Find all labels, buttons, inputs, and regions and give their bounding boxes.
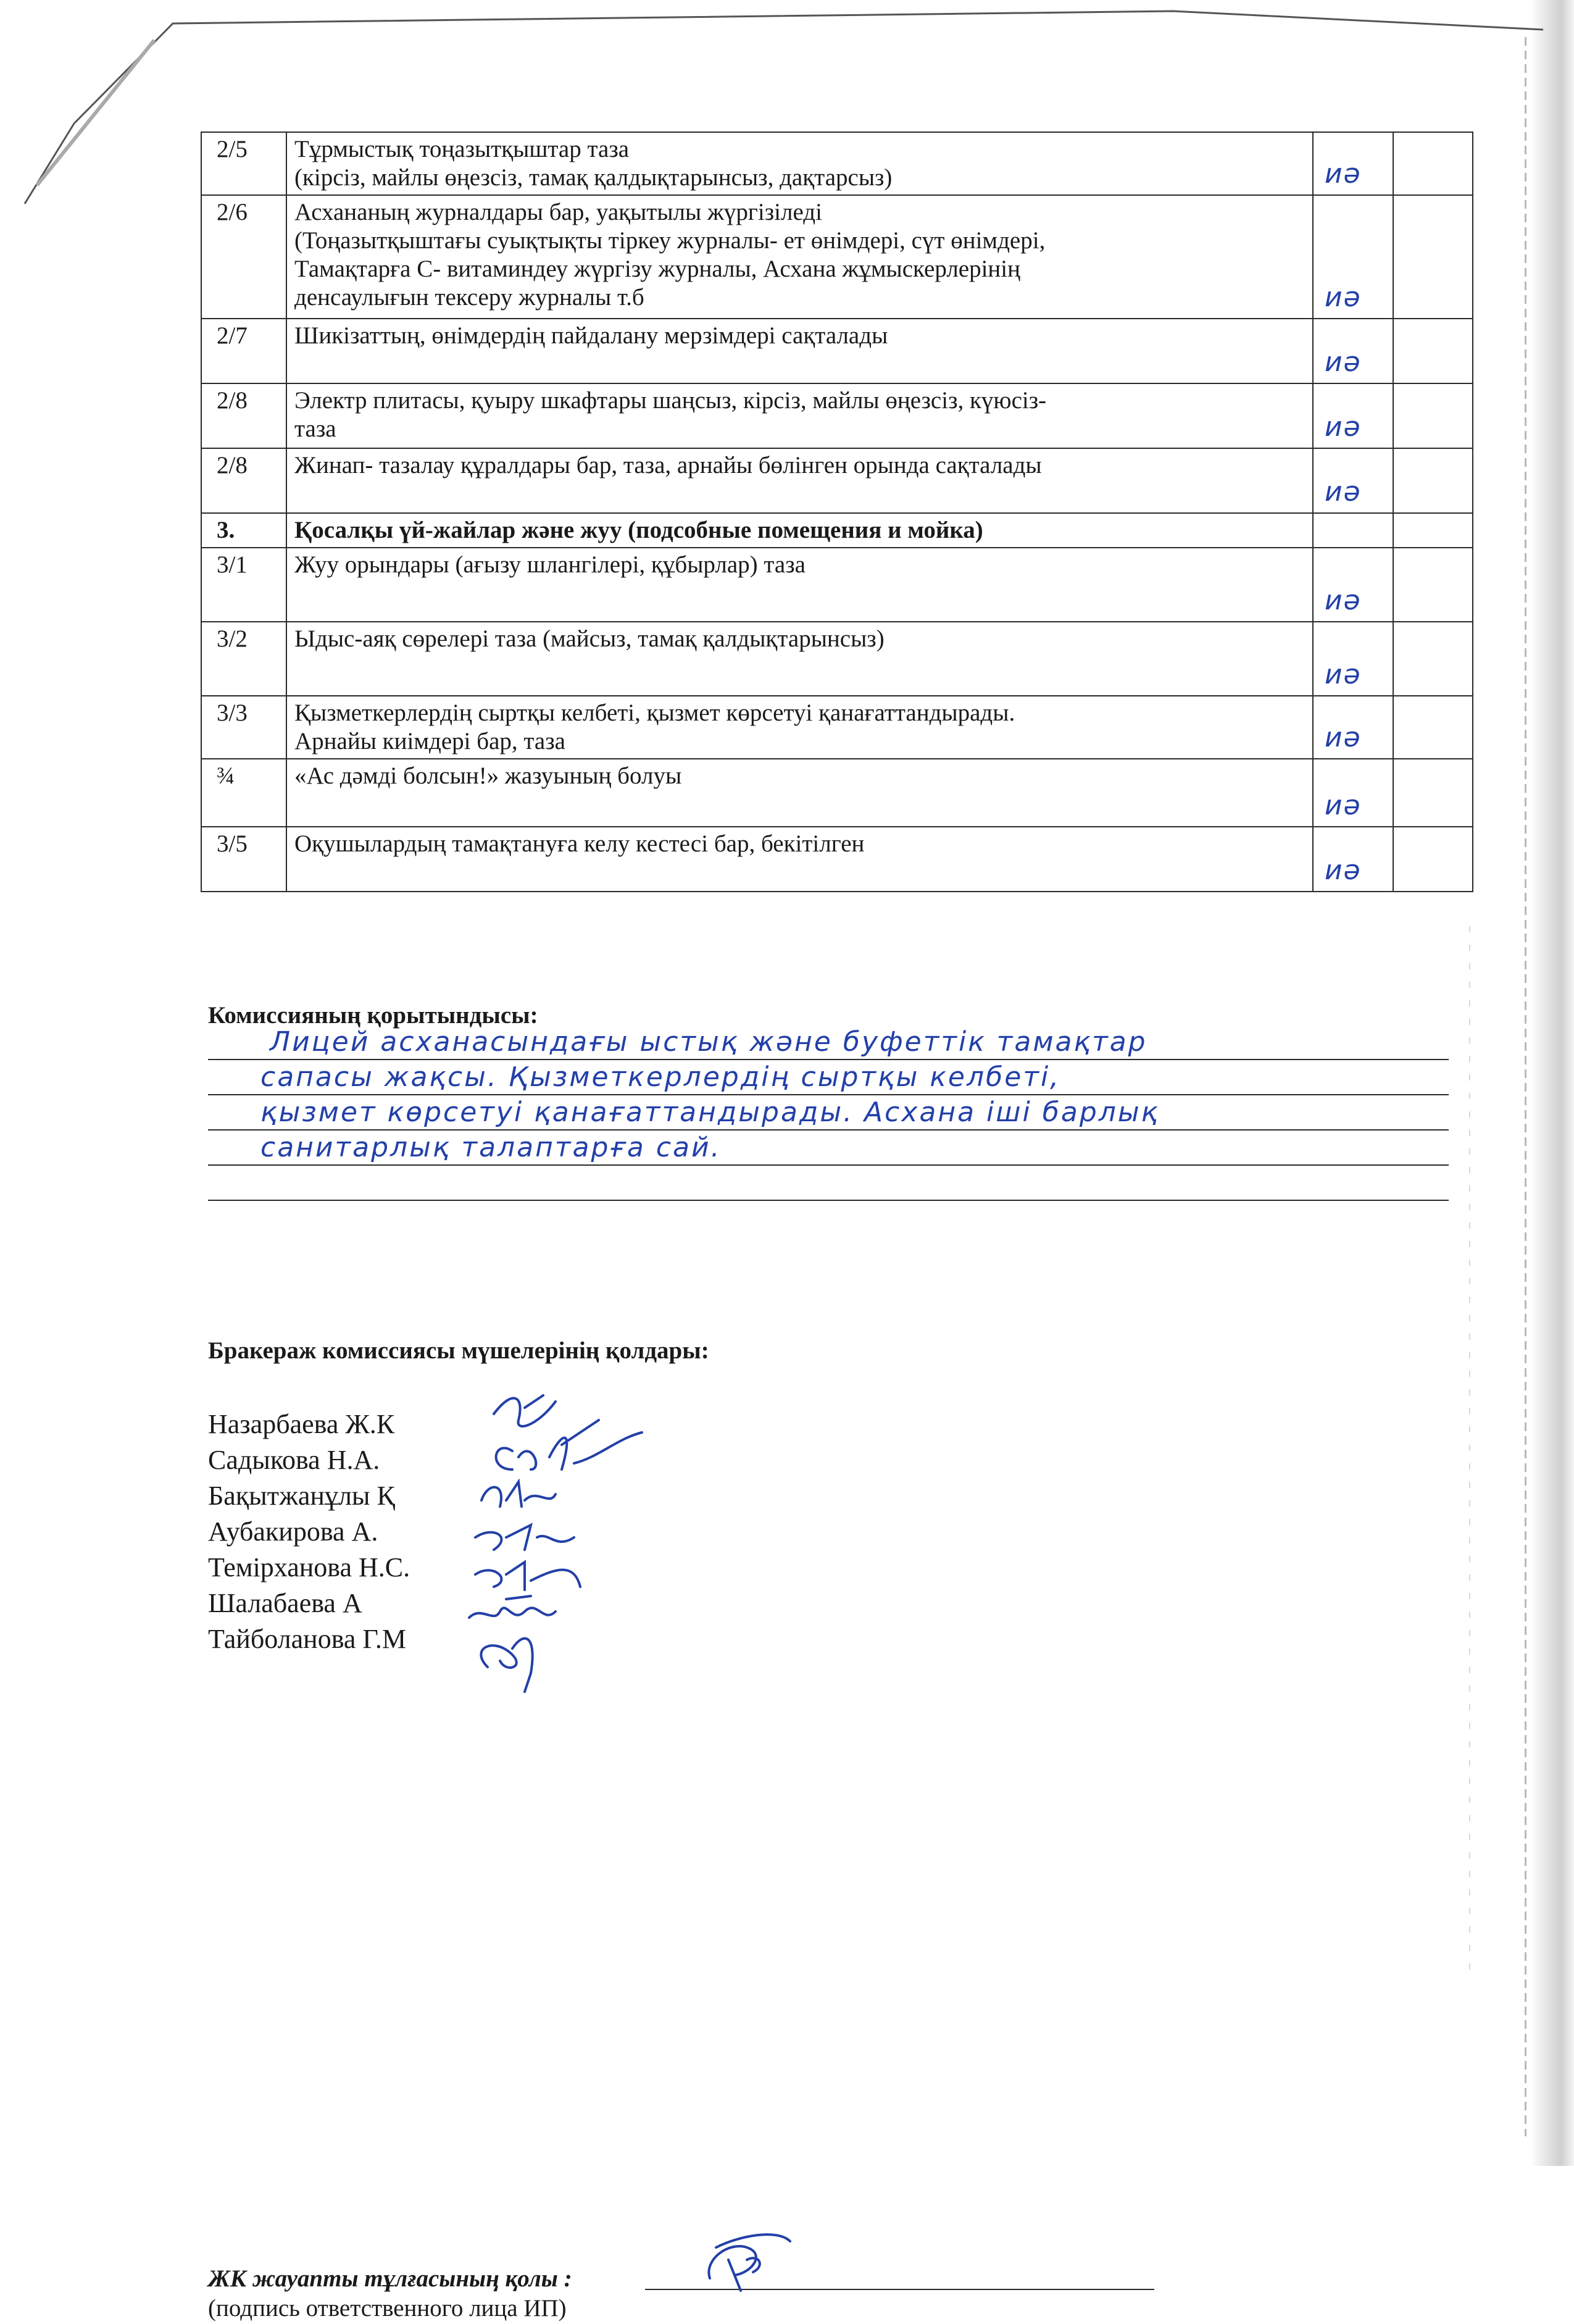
conclusion-line: [208, 1095, 1449, 1131]
row-criterion: [286, 195, 1313, 319]
section-header-row: [201, 513, 1473, 548]
row-extra-cell: [1393, 696, 1473, 759]
conclusion-label: Комиссияның қорытындысы:: [208, 1002, 538, 1029]
member-name: Бақытжанұлы Қ: [208, 1481, 395, 1511]
handwritten-mark: иә: [1325, 722, 1362, 753]
criterion-line: Тұрмыстық тоңазытқыштар таза: [294, 136, 630, 162]
handwritten-mark: иә: [1325, 855, 1362, 886]
row-criterion: [286, 448, 1313, 513]
row-criterion: [286, 622, 1313, 696]
criterion-line: Қызметкерлердің сыртқы келбеті, қызмет көрсетуі қанағаттандырады.: [294, 700, 1015, 726]
member-list: [208, 1407, 410, 1657]
row-mark: [1313, 548, 1393, 622]
scan-streak-secondary: [1469, 926, 1470, 1976]
handwritten-conclusion: қызмет көрсетуі қанағаттандырады. Асхана іші барлық: [260, 1097, 1160, 1128]
row-number: 2/6: [201, 195, 286, 319]
handwritten-mark: иә: [1325, 282, 1362, 313]
table-row: [201, 696, 1473, 759]
row-extra-cell: [1393, 759, 1473, 827]
row-extra-cell: [1393, 319, 1473, 383]
row-extra-cell: [1393, 513, 1473, 548]
member-name: Назарбаева Ж.К: [208, 1409, 395, 1439]
handwritten-mark: иә: [1325, 790, 1362, 821]
criterion-line: денсаулығын тексеру журналы т.б: [294, 284, 644, 311]
responsible-signature-block: [208, 2265, 572, 2324]
table-row: [201, 319, 1473, 383]
row-extra-cell: [1393, 448, 1473, 513]
handwritten-mark: иә: [1325, 411, 1362, 443]
row-criterion: [286, 383, 1313, 448]
criterion-line: (кірсіз, майлы өңезсіз, тамақ қалдықтарынсыз, дақтарсыз): [294, 164, 893, 191]
responsible-signature: [691, 2223, 802, 2309]
row-mark: [1313, 195, 1393, 319]
row-number: ¾: [201, 759, 286, 827]
commission-signatures-label: Бракераж комиссиясы мүшелерінің қолдары:: [208, 1337, 709, 1364]
criterion-line: Ыдыс-аяқ сөрелері таза (майсыз, тамақ қалдықтарынсыз): [294, 625, 885, 652]
criterion-line: «Ас дәмді болсын!» жазуының болуы: [294, 763, 682, 789]
handwritten-mark: иә: [1325, 585, 1362, 616]
member-name: Темірханова Н.С.: [208, 1552, 410, 1582]
member-name: Аубакирова А.: [208, 1516, 378, 1547]
row-mark: [1313, 827, 1393, 892]
member-signatures: [457, 1383, 704, 1704]
criterion-line: Тамақтарға С- витаминдеу жүргізу журналы, Асхана жұмыскерлерінің: [294, 256, 1020, 282]
criterion-line: Оқушылардың тамақтануға келу кестесі бар, бекітілген: [294, 830, 865, 857]
row-number: 3/5: [201, 827, 286, 892]
handwritten-mark: иә: [1325, 659, 1362, 690]
row-criterion: [286, 696, 1313, 759]
row-mark: [1313, 319, 1393, 383]
row-number: 3.: [201, 513, 286, 548]
row-extra-cell: [1393, 827, 1473, 892]
table-row: [201, 759, 1473, 827]
row-extra-cell: [1393, 132, 1473, 195]
table-row: [201, 622, 1473, 696]
criterion-line: таза: [294, 416, 336, 442]
member-name: Садыкова Н.А.: [208, 1445, 380, 1475]
member-name: Шалабаева А: [208, 1588, 362, 1618]
row-number: 2/8: [201, 383, 286, 448]
row-criterion: [286, 132, 1313, 195]
row-mark: [1313, 622, 1393, 696]
responsible-signature-sublabel: (подпись ответственного лица ИП): [208, 2295, 567, 2322]
criterion-line: Асхананың журналдары бар, уақытылы жүргізіледі: [294, 199, 822, 225]
criterion-line: (Тоңазытқыштағы суықтықты тіркеу журналы- ет өнімдері, сүт өнімдері,: [294, 227, 1046, 254]
criterion-line: Қосалқы үй-жайлар және жуу (подсобные помещения и мойка): [294, 517, 983, 543]
criterion-line: Жинап- тазалау құралдары бар, таза, арнайы бөлінген орында сақталады: [294, 452, 1042, 479]
handwritten-conclusion: санитарлық талаптарға сай.: [260, 1132, 722, 1163]
handwritten-mark: иә: [1325, 158, 1362, 190]
criterion-line: Арнайы киімдері бар, таза: [294, 728, 565, 754]
row-number: 2/8: [201, 448, 286, 513]
handwritten-mark: иә: [1325, 346, 1362, 378]
handwritten-mark: иә: [1325, 476, 1362, 508]
row-criterion: [286, 759, 1313, 827]
table-row: [201, 548, 1473, 622]
row-number: 2/5: [201, 132, 286, 195]
row-extra-cell: [1393, 383, 1473, 448]
conclusion-line: [208, 1166, 1449, 1201]
row-criterion: [286, 548, 1313, 622]
handwritten-conclusion: сапасы жақсы. Қызметкерлердің сыртқы келбеті,: [260, 1061, 1061, 1093]
responsible-signature-label: ЖК жауапты тұлғасының қолы :: [208, 2265, 572, 2292]
table-row: [201, 448, 1473, 513]
scan-edge-shadow: [1531, 0, 1574, 2166]
conclusion-line: [208, 1025, 1449, 1060]
row-extra-cell: [1393, 195, 1473, 319]
conclusion-line: [208, 1060, 1449, 1095]
handwritten-conclusion: Лицей асханасындағы ыстық және буфеттік тамақтар: [270, 1026, 1147, 1058]
row-criterion: [286, 513, 1313, 548]
member-name: Тайболанова Г.М: [208, 1624, 407, 1654]
scan-streak: [1525, 37, 1526, 2136]
table-row: [201, 132, 1473, 195]
row-mark: [1313, 132, 1393, 195]
checklist-table: [201, 132, 1473, 892]
table-row: [201, 827, 1473, 892]
conclusion-line: [208, 1131, 1449, 1166]
criterion-line: Шикізаттың, өнімдердің пайдалану мерзімдері сақталады: [294, 322, 888, 349]
row-extra-cell: [1393, 622, 1473, 696]
row-mark: [1313, 448, 1393, 513]
row-number: 3/2: [201, 622, 286, 696]
row-mark: [1313, 383, 1393, 448]
row-mark: [1313, 759, 1393, 827]
table-row: [201, 195, 1473, 319]
criterion-line: Электр плитасы, қуыру шкафтары шаңсыз, кірсіз, майлы өңезсіз, күюсіз-: [294, 387, 1047, 414]
row-number: 2/7: [201, 319, 286, 383]
conclusion-lines: [208, 1025, 1449, 1201]
row-mark: [1313, 696, 1393, 759]
table-row: [201, 383, 1473, 448]
row-criterion: [286, 827, 1313, 892]
row-criterion: [286, 319, 1313, 383]
row-mark: [1313, 513, 1393, 548]
row-number: 3/3: [201, 696, 286, 759]
row-number: 3/1: [201, 548, 286, 622]
row-extra-cell: [1393, 548, 1473, 622]
criterion-line: Жуу орындары (ағызу шлангілері, құбырлар) таза: [294, 551, 806, 578]
